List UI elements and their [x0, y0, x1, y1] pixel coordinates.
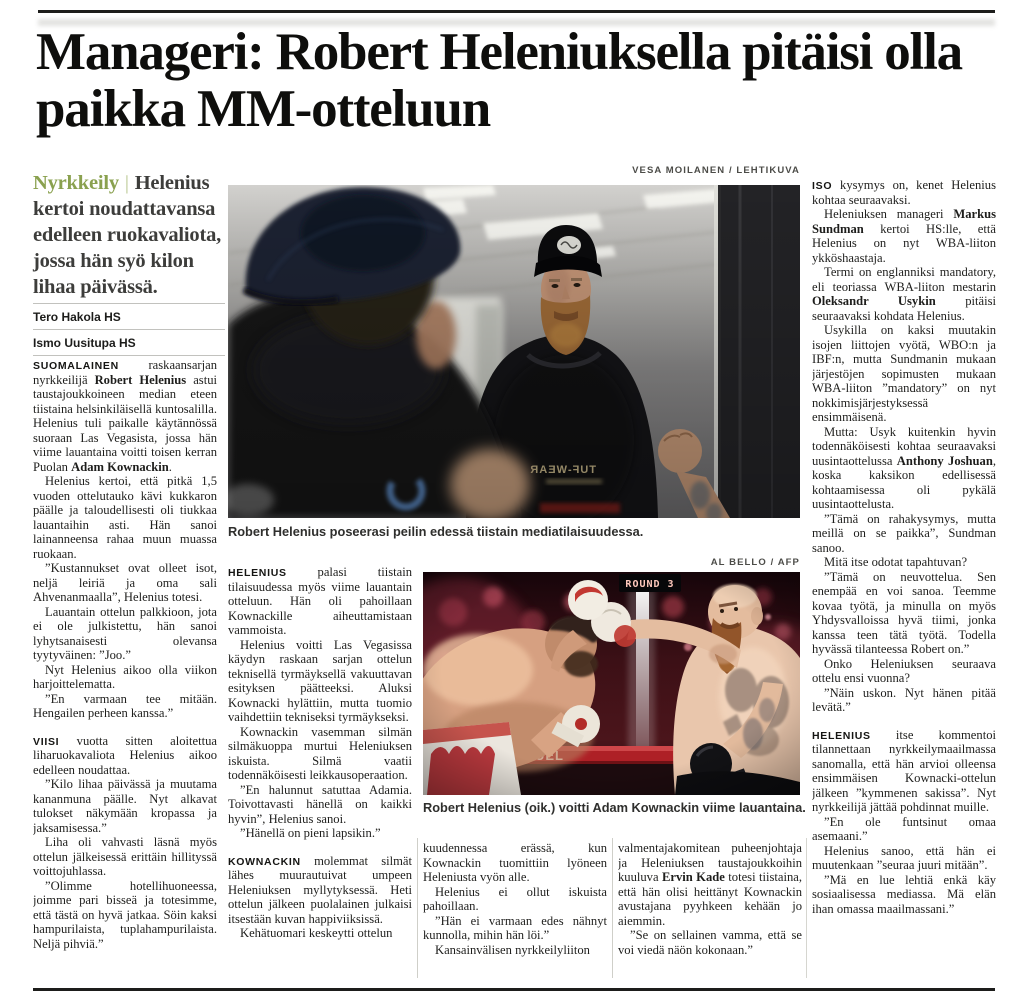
paragraph: ”Hän ei varmaan edes nähnyt kunnolla, mihin hän löi.”: [423, 913, 607, 942]
paragraph: ”Olimme hotellihuoneessa, joimme pari bisseä ja totesimme, että tästä on hyvä jatkaa. Söin kaksi hampurilaista, tuplahampurilaista. Neljä pihviä.”: [33, 878, 217, 951]
photo-credit-mirror: VESA MOILANEN / LEHTIKUVA: [632, 165, 800, 176]
photo-fight-illustration: [423, 572, 800, 795]
paragraph: Helenius sanoo, että hän ei muutenkaan ”seuraa juuri mitään”.: [812, 843, 996, 872]
paragraph: ”En varmaan tee mitään. Hengailen perheen kanssa.”: [33, 691, 217, 720]
column-divider: [612, 838, 613, 978]
kicker-text: Helenius kertoi noudattavansa edelleen ruokavaliota, jossa hän syö kilon lihaa päivässä.: [33, 172, 222, 298]
paragraph: ”Kustannukset ovat olleet isot, neljä leiriä ja oma sali Ahvenanmaalla”, Helenius totesi.: [33, 561, 217, 604]
byline: Tero Hakola HS: [33, 303, 225, 329]
paragraph: ”En halunnut satuttaa Adamia. Toivottavasti hänellä on kaikki hyvin”, Helenius sanoi.: [228, 782, 412, 826]
paragraph: ”Hänellä on pieni lapsikin.”: [240, 826, 381, 840]
paragraph: ”Mä en lue lehtiä enkä käy sosiaalisessa mediassa. Mä elän ihan omassa maailmassani.”: [812, 872, 996, 916]
photo-credit-fight: AL BELLO / AFP: [710, 557, 800, 568]
headline: Manageri: Robert Heleniuksella pitäisi olla paikka MM-otteluun: [36, 23, 962, 138]
paragraph: Nyt Helenius aikoo olla viikon harjoittelematta.: [33, 662, 217, 691]
paragraph: Helenius kertoi, että pitkä 1,5 vuoden ottelutauko kävi kukkaron päälle ja taloudellisesti oli tiukkaa lauantaihin asti. Hän sanoi lainanneensa rahaa muun muassa ruokaan.: [33, 474, 217, 561]
kicker-category: Nyrkkeily: [33, 172, 119, 194]
byline: Ismo Uusitupa HS: [33, 329, 225, 356]
paragraph: Kownackin vasemman silmän silmäkuoppa murtui Heleniuksen iskuista. Silmä vaatii todennäköisesti leikkausoperaation.: [228, 724, 412, 782]
lead-in: KOWNACKIN: [228, 855, 301, 868]
bottom-rule: [33, 988, 995, 991]
kicker-separator: |: [124, 172, 129, 194]
column-divider: [417, 838, 418, 978]
article-column-3: [423, 841, 607, 981]
paragraph: KOWNACKIN molemmat silmät lähes muurautuivat umpeen Heleniuksen myllytyksessä. Heti ottelun jälkeen puolalainen julkaisi itsestään kuvan happiviiksissä.: [228, 853, 412, 926]
photo-helenius-mirror: [228, 185, 800, 518]
paragraph: Mutta: Usyk kuitenkin hyvin todennäköisesti kohtaa seuraavaksi uusintaottelussa Anthony Joshuan, koska kaksikon edellisessä kohtaamisessa oli pykälä uusintaottelusta.: [812, 424, 996, 511]
lead-in: VIISI: [33, 735, 60, 748]
lead-in: SUOMALAINEN: [33, 360, 119, 372]
photo-fight: [423, 572, 800, 795]
paragraph: Termi on englanniksi mandatory, eli teoriassa WBA-liiton mestarin Oleksandr Usykin pitäisi seuraavaksi kohdata Helenius.: [812, 265, 996, 323]
article-column-4: [618, 841, 802, 981]
paragraph: Heleniuksen manageri Markus Sundman kertoi HS:lle, että Helenius on nyt WBA-liiton ykköshaastaja.: [812, 207, 996, 265]
paragraph: Mitä itse odotat tapahtuvan?: [824, 555, 968, 569]
photo-caption-mirror: Robert Helenius poseerasi peilin edessä tiistain mediatilaisuudessa.: [228, 524, 644, 539]
paragraph: ISO kysymys on, kenet Helenius kohtaa seuraavaksi.: [812, 178, 996, 207]
paragraph: ”Näin uskon. Nyt hänen pitää levätä.”: [812, 685, 996, 714]
paragraph: Liha oli vahvasti läsnä myös ottelun jälkeisessä erittäin hillityssä voittojuhlassa.: [33, 835, 217, 878]
top-rule: [38, 10, 995, 13]
paragraph: Usykilla on kaksi muutakin isojen liittojen vyötä, WBO:n ja IBF:n, mutta Sundmanin mukaan järjestöjen sopimusten mukaan WBA-liiton ”mandatory” on nyt nokkimisjärjestyksessä ensimmäisenä.: [812, 323, 996, 424]
photo-caption-fight: Robert Helenius (oik.) voitti Adam Kownackin viime lauantaina.: [423, 800, 806, 815]
paragraph: ”Tämä on rahakysymys, mutta meillä on se paikka”, Sundman sanoo.: [812, 511, 996, 555]
paragraph: Lauantain ottelun palkkioon, jota ei ole julkistettu, hän sanoi lyhytsanaisesti olevansa tyytyväinen: ”Joo.”: [33, 604, 217, 662]
paragraph: ”Tämä on neuvottelua. Sen enempää en voi sanoa. Teemme kovaa työtä, ja minulla on myös Yhdysvalloissa hyvä tiimi, jonka kanssa teen tätä työtä. Todella hyvässä tilanteessa Robert on.”: [812, 569, 996, 656]
paragraph: HELENIUS itse kommentoi tilannettaan nyrkkeilymaailmassa sanomalla, että hän arvioi olleensa ensimmäisen Kownacki-ottelun jälkeen ”kymmenen sakissa”. Nyt nyrkkeilijä jättää pohdinnat muille.: [812, 727, 996, 814]
photo-vignette: [228, 185, 800, 518]
paragraph: SUOMALAINEN raskaansarjan nyrkkeilijä Robert Helenius astui taustajoukkoineen median eteen tiistaina helsinkiläisellä kuntosalilla. Helenius tuli paikalle käytännössä suoraan Las Vegasista, jossa hän viime lauantaina voitti toisen kerran Puolan Adam Kownackin.: [33, 358, 217, 474]
article-column-2: [228, 565, 412, 985]
paragraph: ”Kilo lihaa päivässä ja muutama kananmuna päälle. Nyt alkavat tulokset näkymään kropassa ja jaksamisessa.”: [33, 777, 217, 835]
paragraph: HELENIUS palasi tiistain tilaisuudessa myös viime lauantain otteluun. Hän oli pahoillaan Kownackille aiheuttamistaan vammoista.: [228, 565, 412, 637]
lead-in: ISO: [812, 180, 833, 192]
paragraph: ”Se on sellainen vamma, että se voi viedä näön kokonaan.”: [618, 928, 802, 957]
paragraph: ”En ole funtsinut omaa asemaani.”: [812, 814, 996, 843]
paragraph: valmentajakomitean puheenjohtaja ja Heleniuksen taustajoukkoihin kuuluva Ervin Kade totesi tiistaina, että hän olisi heittänyt Kownackin avustajana pyyhkeen kehään jo aiemmin.: [618, 841, 802, 928]
photo-vignette: [423, 572, 800, 795]
article-column-5: [812, 178, 996, 978]
paragraph: Kansainvälisen nyrkkeilyliiton: [435, 942, 590, 957]
paragraph: Helenius voitti Las Vegasissa käydyn raskaan sarjan ottelun teknisellä tyrmäyksellä vakuuttavan esityksen päätteeksi. Aluksi Kownacki hylättiin, mutta tuomio vaihdettiin tekniseksi tyrmäykseksi.: [228, 637, 412, 724]
paragraph: Onko Heleniuksen seuraava ottelu ensi vuonna?: [812, 656, 996, 685]
kicker: [33, 170, 229, 300]
lead-in: HELENIUS: [812, 729, 871, 742]
paragraph: Helenius ei ollut iskuista pahoillaan.: [423, 884, 607, 913]
column-divider: [806, 838, 807, 978]
paragraph: Kehätuomari keskeytti ottelun: [240, 926, 393, 940]
article-column-1: [33, 358, 217, 983]
paragraph: kuudennessa erässä, kun Kownackin tuomittiin lyöneen Heleniusta vyön alle.: [423, 841, 607, 884]
lead-in: HELENIUS: [228, 567, 287, 579]
photo-helenius-mirror-illustration: [228, 185, 800, 518]
paragraph: VIISI vuotta sitten aloitettua liharuokavaliota Helenius aikoo edelleen noudattaa.: [33, 733, 217, 777]
byline-block: [33, 303, 225, 356]
